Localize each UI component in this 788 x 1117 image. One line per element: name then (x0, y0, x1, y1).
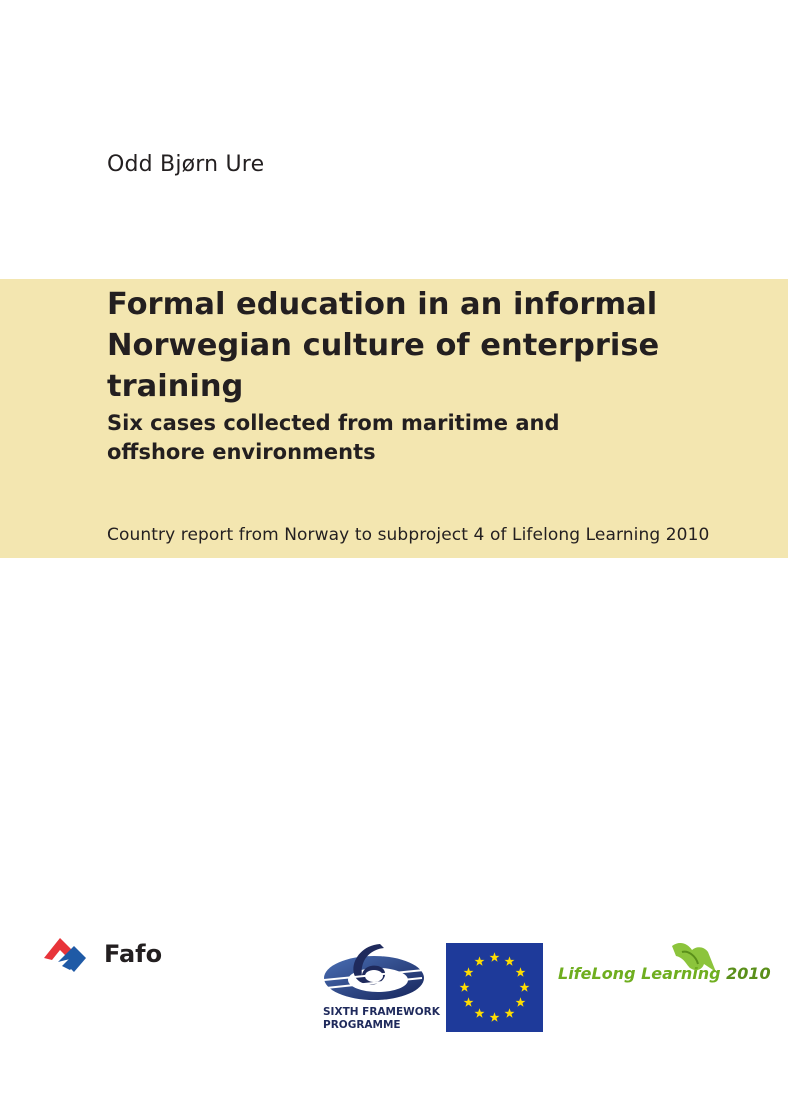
programme-line: PROGRAMME (323, 1019, 401, 1031)
subtitle-line: offshore environments (107, 440, 376, 464)
fafo-logo-text: Fafo (104, 940, 163, 968)
subtitle-line: Six cases collected from maritime and (107, 411, 560, 435)
report-description: Country report from Norway to subproject 4 of Lifelong Learning 2010 (107, 525, 710, 545)
author-name: Odd Bjørn Ure (107, 152, 265, 177)
lifelong-name: LifeLong Learning (558, 964, 721, 983)
title-line: Formal education in an informal (107, 287, 658, 322)
document-title (107, 284, 767, 407)
framework-line: SIXTH FRAMEWORK (323, 1006, 440, 1018)
title-line: training (107, 369, 244, 404)
sixth-framework-text (323, 1006, 443, 1032)
title-line: Norwegian culture of enterprise (107, 328, 660, 363)
document-subtitle (107, 409, 747, 467)
lifelong-learning-text (558, 964, 771, 983)
eu-flag-icon (446, 943, 543, 1032)
sixth-framework-logo-icon (322, 940, 434, 1002)
lifelong-year: 2010 (726, 964, 771, 983)
